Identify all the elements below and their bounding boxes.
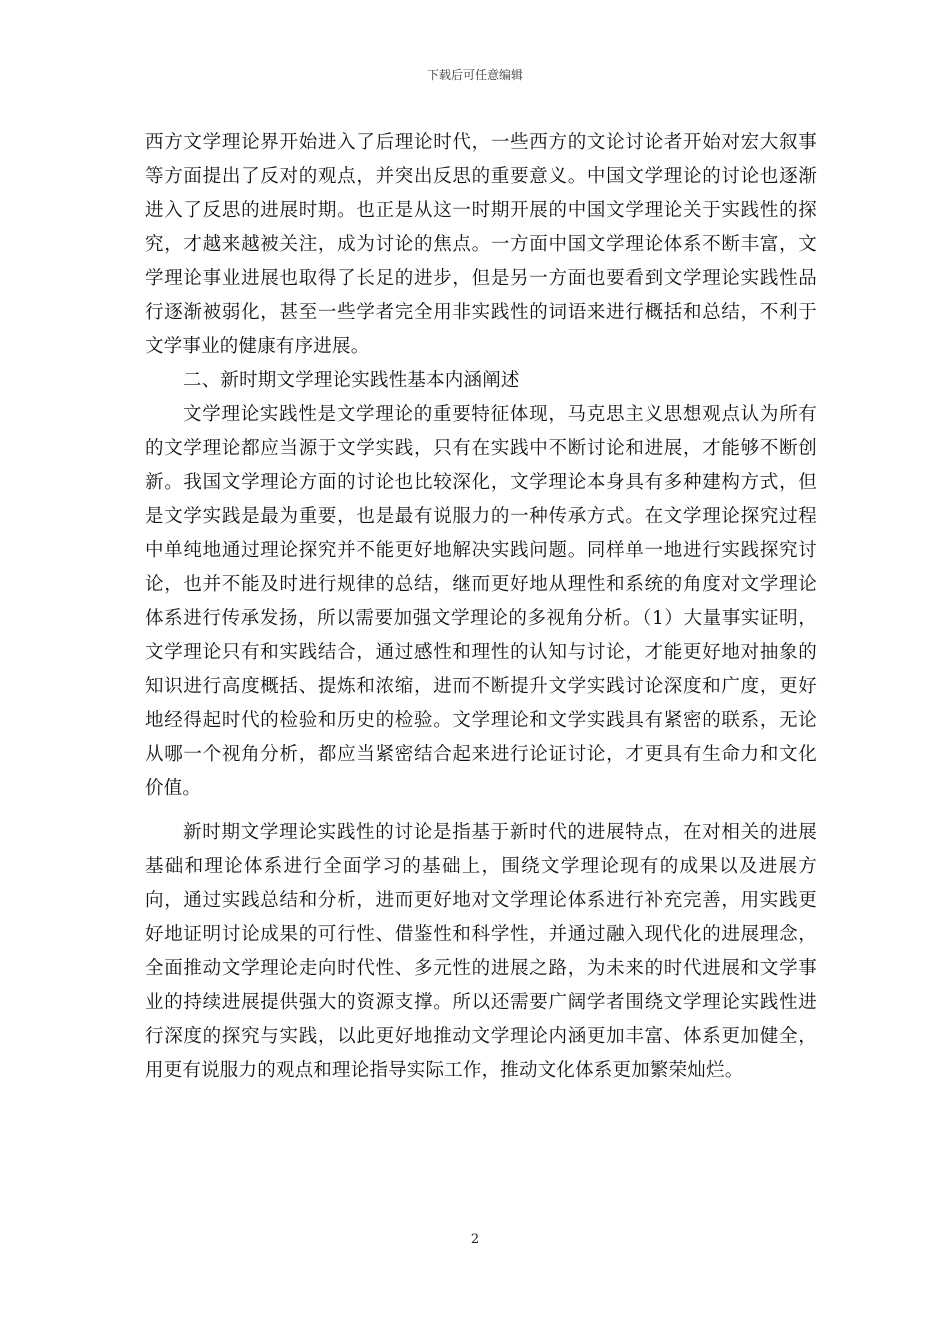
page-number: 2 bbox=[470, 1232, 480, 1247]
paragraph-new-era-discussion: 新时期文学理论实践性的讨论是指基于新时代的进展特点，在对相关的进展基础和理论体系进行全面学习的基础上，围绕文学理论现有的成果以及进展方向，通过实践总结和分析，进而更好地对文学理论体系进行补充完善，用实践更好地证明讨论成果的可行性、借鉴性和科学性，并通过融入现代化的进展理念，全面推动文学理论走向时代性、多元性的进展之路，为未来的时代进展和文学事业的持续进展提供强大的资源支撑。所以还需要广阔学者围绕文学理论实践性进行深度的探究与实践，以此更好地推动文学理论内涵更加丰富、体系更加健全，用更有说服力的观点和理论指导实际工作，推动文化体系更加繁荣灿烂。 bbox=[145, 822, 817, 1081]
paragraph-continuation: 西方文学理论界开始进入了后理论时代，一些西方的文论讨论者开始对宏大叙事等方面提出了反对的观点，并突出反思的重要意义。中国文学理论的讨论也逐渐进入了反思的进展时期。也正是从这一时期开展的中国文学理论关于实践性的探究，才越来越被关注，成为讨论的焦点。一方面中国文学理论体系不断丰富，文学理论事业进展也取得了长足的进步，但是另一方面也要看到文学理论实践性品行逐渐被弱化，甚至一些学者完全用非实践性的词语来进行概括和总结，不利于文学事业的健康有序进展。 bbox=[145, 132, 817, 357]
document-body bbox=[145, 126, 817, 1088]
page-header: 下载后可任意编辑 bbox=[426, 68, 523, 82]
section-heading: 二、新时期文学理论实践性基本内涵阐述 bbox=[183, 370, 520, 391]
paragraph-practice-definition: 文学理论实践性是文学理论的重要特征体现，马克思主义思想观点认为所有的文学理论都应当源于文学实践，只有在实践中不断讨论和进展，才能够不断创新。我国文学理论方面的讨论也比较深化，文学理论本身具有多种建构方式，但是文学实践是最为重要，也是最有说服力的一种传承方式。在文学理论探究过程中单纯地通过理论探究并不能更好地解决实践问题。同样单一地进行实践探究讨论，也并不能及时进行规律的总结，继而更好地从理性和系统的角度对文学理论体系进行传承发扬，所以需要加强文学理论的多视角分析。（1）大量事实证明，文学理论只有和实践结合，通过感性和理性的认知与讨论，才能更好地对抽象的知识进行高度概括、提炼和浓缩，进而不断提升文学实践讨论深度和广度，更好地经得起时代的检验和历史的检验。文学理论和文学实践具有紧密的联系，无论从哪一个视角分析，都应当紧密结合起来进行论证讨论，才更具有生命力和文化价值。 bbox=[145, 404, 817, 799]
